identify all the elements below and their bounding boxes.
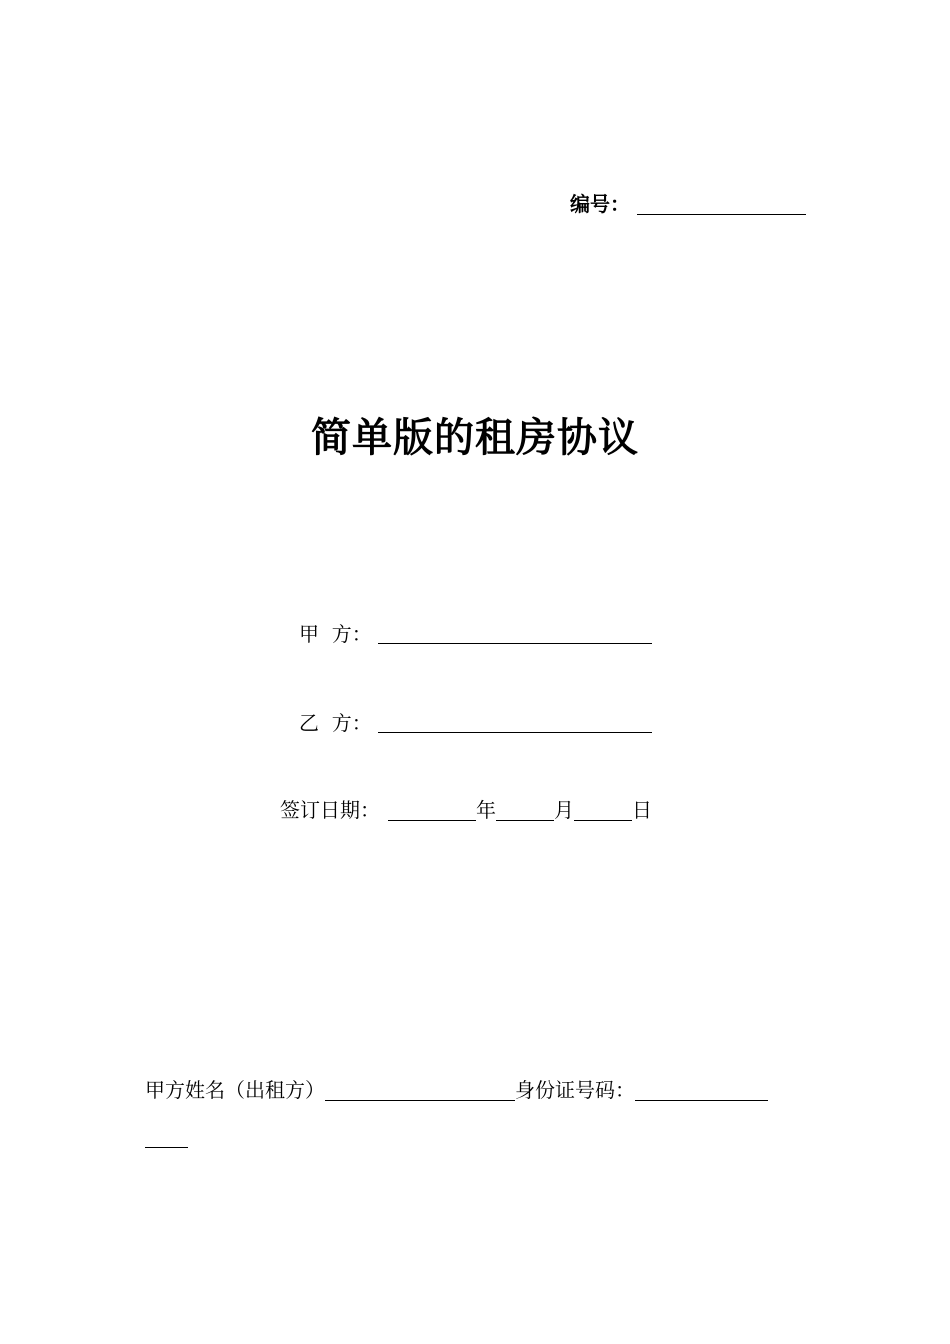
landlord-name-blank — [325, 1078, 515, 1101]
signing-date-row — [280, 796, 652, 824]
document-number-label: 编号： — [570, 192, 630, 216]
landlord-info-row — [145, 1076, 768, 1104]
day-blank — [574, 798, 632, 821]
landlord-id-label: 身份证号码： — [515, 1078, 635, 1102]
year-label: 年 — [476, 798, 496, 822]
party-a-blank — [378, 643, 652, 644]
landlord-id-blank-continued — [145, 1147, 188, 1148]
landlord-id-blank — [635, 1078, 768, 1101]
document-title: 简单版的租房协议 — [311, 415, 639, 461]
party-a-label: 甲 方： — [299, 622, 372, 646]
month-label: 月 — [554, 798, 574, 822]
signing-date-label: 签订日期： — [280, 798, 380, 822]
month-blank — [496, 798, 554, 821]
document-number-blank — [637, 214, 806, 215]
party-b-label: 乙 方： — [299, 711, 372, 735]
year-blank — [388, 798, 476, 821]
day-label: 日 — [632, 798, 652, 822]
landlord-name-label: 甲方姓名（出租方） — [145, 1078, 325, 1102]
party-b-blank — [378, 732, 652, 733]
